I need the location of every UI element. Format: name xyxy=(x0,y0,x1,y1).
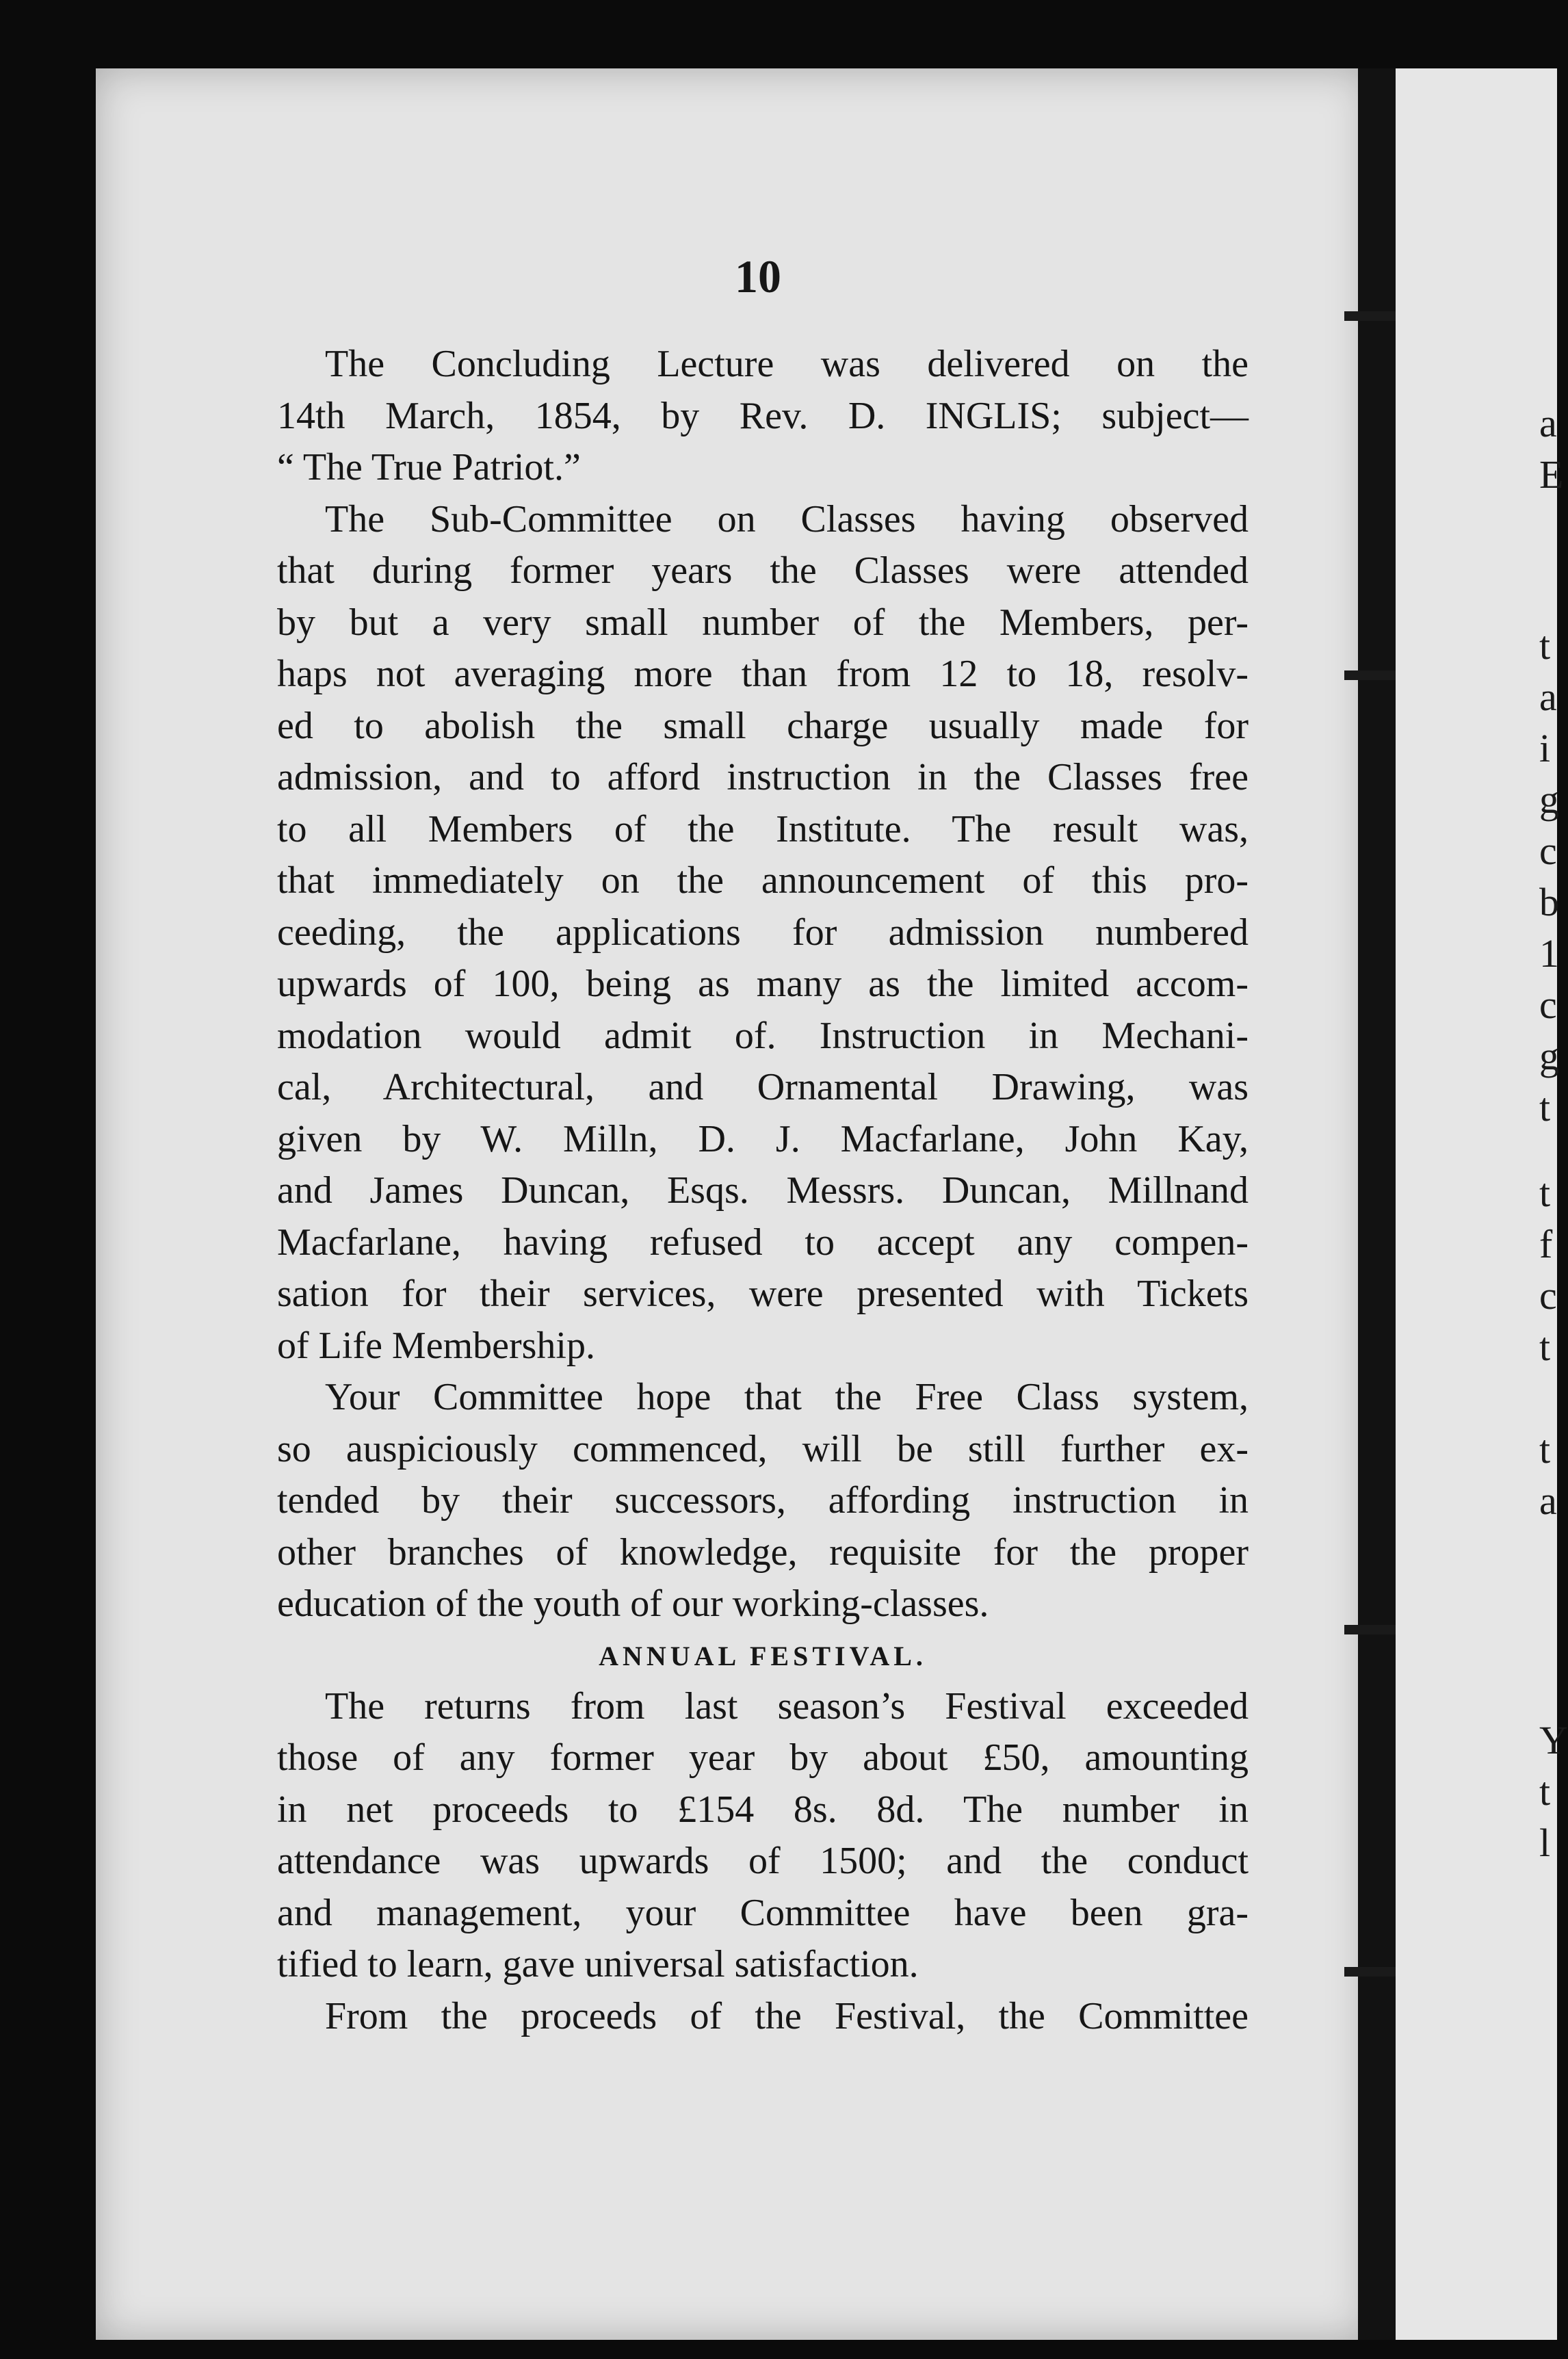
facing-page-letter: t xyxy=(1539,1085,1551,1130)
text-line: to all Members of the Institute. The result was, xyxy=(277,807,1249,850)
facing-page-letter: a xyxy=(1539,401,1557,445)
text-line: upwards of 100, being as many as the limited accom- xyxy=(277,963,1249,1005)
facing-page-letter: g xyxy=(1539,777,1559,822)
facing-page-letter: l xyxy=(1539,1821,1551,1865)
text-line: that during former years the Classes were attended xyxy=(277,549,1249,592)
text-line: tified to learn, gave universal satisfaction. xyxy=(277,1943,919,1985)
facing-page-letter: E xyxy=(1539,452,1564,497)
facing-page-letter: t xyxy=(1539,1769,1551,1814)
text-line: given by W. Milln, D. J. Macfarlane, John Kay, xyxy=(277,1117,1249,1160)
text-line: Macfarlane, having refused to accept any compen- xyxy=(277,1221,1249,1264)
facing-page-letter: t xyxy=(1539,1427,1551,1472)
text-line: Your Committee hope that the Free Class system, xyxy=(325,1376,1249,1418)
text-line: those of any former year by about £50, amounting xyxy=(277,1736,1249,1779)
facing-page-letter: g xyxy=(1539,1034,1559,1078)
facing-page-letter: t xyxy=(1539,1325,1551,1369)
text-line: other branches of knowledge, requisite for the proper xyxy=(277,1530,1249,1574)
facing-page-letter: c xyxy=(1539,1273,1557,1318)
facing-page-letter: c xyxy=(1539,982,1557,1027)
document-body xyxy=(277,339,1249,2042)
text-line: sation for their services, were presented with Tickets xyxy=(277,1273,1249,1315)
text-line: The Concluding Lecture was delivered on the xyxy=(325,343,1249,385)
text-line: modation would admit of. Instruction in Mechani- xyxy=(277,1014,1249,1057)
text-line: cal, Architectural, and Ornamental Drawing, was xyxy=(277,1066,1249,1108)
text-line: education of the youth of our working-classes. xyxy=(277,1582,989,1625)
text-line: From the proceeds of the Festival, the Committee xyxy=(325,1994,1249,2037)
section-heading: ANNUAL FESTIVAL. xyxy=(599,1640,927,1671)
book-gutter xyxy=(1358,68,1396,2340)
text-line: admission, and to afford instruction in the Classes free xyxy=(277,756,1249,798)
text-line: tended by their successors, affording instruction in xyxy=(277,1479,1249,1522)
text-line: attendance was upwards of 1500; and the conduct xyxy=(277,1840,1249,1882)
text-line: of Life Membership. xyxy=(277,1324,595,1367)
facing-page-letter: a xyxy=(1539,1478,1557,1523)
facing-page-letter: a xyxy=(1539,675,1557,719)
text-line: and management, your Committee have been gra- xyxy=(277,1891,1249,1934)
facing-page-letter: i xyxy=(1539,726,1551,770)
facing-page-edge xyxy=(1396,68,1568,2340)
facing-page-letter: c xyxy=(1539,829,1557,873)
facing-page-letter: b xyxy=(1539,880,1559,924)
facing-page-letter: Y xyxy=(1539,1718,1568,1762)
page-number: 10 xyxy=(735,250,781,302)
text-line: 14th March, 1854, by Rev. D. INGLIS; subject— xyxy=(277,394,1249,437)
text-line: The returns from last season’s Festival exceeded xyxy=(325,1684,1249,1728)
text-line: The Sub-Committee on Classes having observed xyxy=(325,497,1249,540)
facing-page-letter: t xyxy=(1539,623,1551,668)
text-line: ed to abolish the small charge usually made for xyxy=(277,704,1249,747)
text-line: that immediately on the announcement of this pro- xyxy=(277,859,1249,902)
text-line: by but a very small number of the Members, per- xyxy=(277,601,1249,644)
text-line: haps not averaging more than from 12 to 18, resolv- xyxy=(277,653,1249,695)
text-line: in net proceeds to £154 8s. 8d. The number in xyxy=(277,1788,1249,1831)
text-line: ceeding, the applications for admission numbered xyxy=(277,911,1249,954)
text-line: and James Duncan, Esqs. Messrs. Duncan, Millnand xyxy=(277,1169,1249,1212)
text-line: so auspiciously commenced, will be still further ex- xyxy=(277,1427,1249,1470)
facing-page-letter: 1 xyxy=(1539,931,1559,976)
facing-page-letter: f xyxy=(1539,1222,1553,1266)
facing-page-letter: t xyxy=(1539,1171,1551,1215)
text-line: “ The True Patriot.” xyxy=(277,446,581,488)
